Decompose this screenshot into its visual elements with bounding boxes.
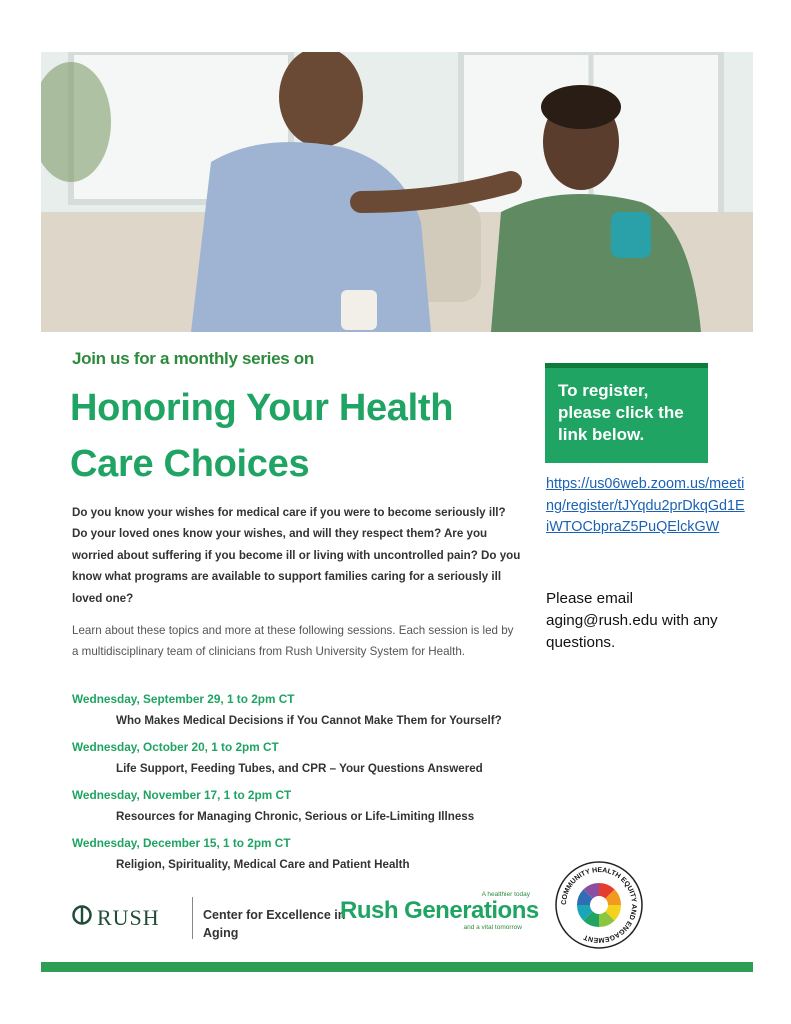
session-item xyxy=(72,738,542,786)
page-title: Honoring Your Health Care Choices xyxy=(70,387,454,485)
register-link[interactable]: https://us06web.zoom.us/meeting/register/tJYqdu2prDkqGd1EiWTOCbpraZ5PuQElckGW xyxy=(546,476,745,535)
email-note: Please email aging@rush.edu with any questions. xyxy=(546,590,718,651)
session-topic: Who Makes Medical Decisions if You Cannot Make Them for Yourself? xyxy=(116,714,502,727)
session-date: Wednesday, October 20, 1 to 2pm CT xyxy=(72,740,279,754)
session-item xyxy=(72,786,542,834)
rush-tree-icon xyxy=(72,905,92,931)
logo-divider xyxy=(192,897,193,939)
seal-text: COMMUNITY HEALTH EQUITY AND ENGAGEMENT xyxy=(560,866,638,944)
learn-paragraph: Learn about these topics and more at these following sessions. Each session is led by a multidisciplinary team of clinicians from Rush University System for Health. xyxy=(72,624,514,659)
session-topic: Resources for Managing Chronic, Serious or Life-Limiting Illness xyxy=(116,810,475,823)
rush-wordmark: RUSH xyxy=(97,905,160,930)
session-topic: Life Support, Feeding Tubes, and CPR – Your Questions Answered xyxy=(116,762,483,775)
session-topic: Religion, Spirituality, Medical Care and Patient Health xyxy=(116,858,410,871)
session-item xyxy=(72,690,542,738)
rush-generations-logo xyxy=(340,891,560,931)
session-date: Wednesday, December 15, 1 to 2pm CT xyxy=(72,836,291,850)
series-kicker: Join us for a monthly series on xyxy=(72,349,314,368)
footer-logos xyxy=(72,860,712,950)
session-date: Wednesday, November 17, 1 to 2pm CT xyxy=(72,788,292,802)
generations-tag-top: A healthier today xyxy=(481,891,530,898)
intro-paragraph: Do you know your wishes for medical care if you were to become seriously ill? Do your loved ones know your wishes, and will they respect them? Are you worried about suffering if you become ill or living with uncontrolled pain? Do you know what programs are available to support families caring for a seriously ill loved one? xyxy=(72,506,521,605)
session-date: Wednesday, September 29, 1 to 2pm CT xyxy=(72,692,295,706)
bottom-accent-bar xyxy=(41,962,753,972)
hero-photo xyxy=(41,52,753,332)
generations-name: Rush Generations xyxy=(340,897,539,924)
center-name: Center for Excellence in Aging xyxy=(203,908,346,940)
rush-logo xyxy=(72,905,160,931)
generations-tag-bottom: and a vital tomorrow xyxy=(463,924,522,931)
community-health-equity-seal-icon xyxy=(554,860,644,950)
photo-two-men-talking-icon xyxy=(41,52,753,332)
register-callout: To register, please click the link below. xyxy=(545,363,708,463)
session-list xyxy=(72,690,542,882)
